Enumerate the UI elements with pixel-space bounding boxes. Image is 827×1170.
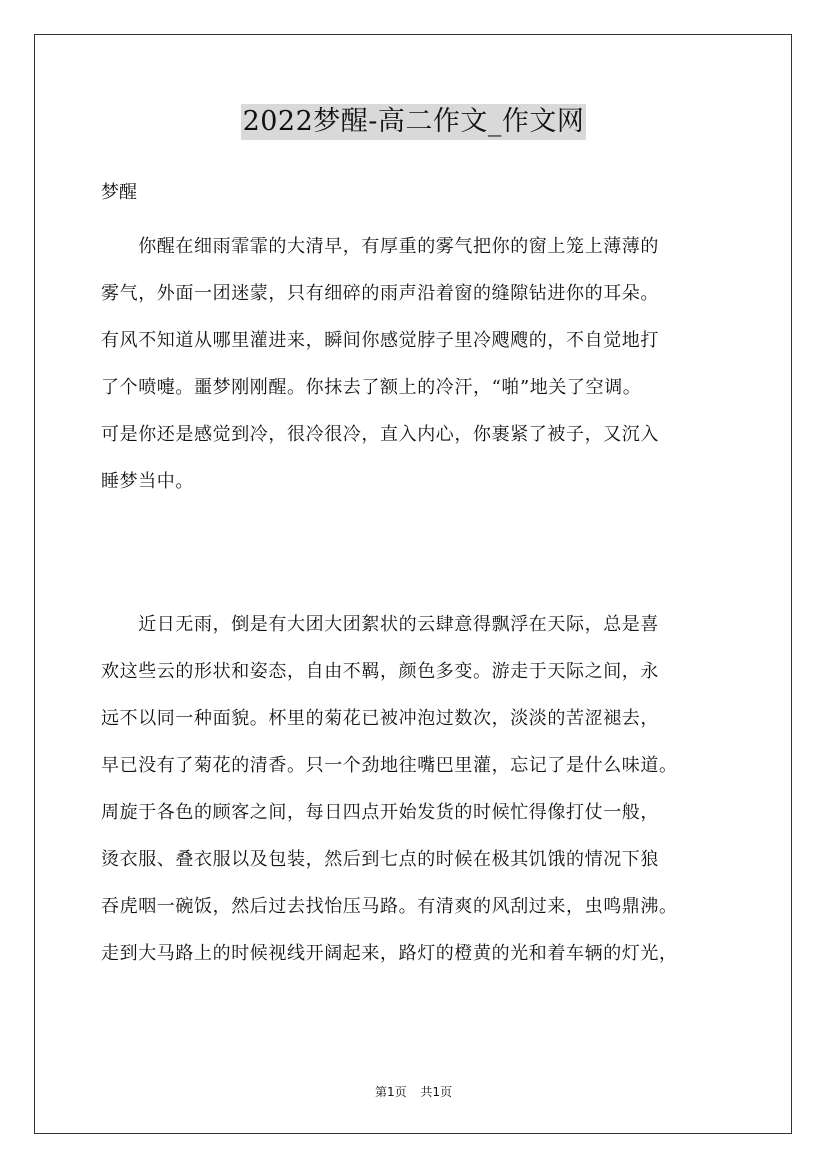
page-total: 共1页 — [420, 1085, 453, 1099]
paragraph-line: 近日无雨，倒是有大团大团絮状的云肆意得飘浮在天际，总是喜 — [101, 614, 659, 635]
paragraph-line: 雾气，外面一团迷蒙，只有细碎的雨声沿着窗的缝隙钻进你的耳朵。 — [101, 283, 659, 304]
paragraph-line: 走到大马路上的时候视线开阔起来，路灯的橙黄的光和着车辆的灯光， — [101, 943, 678, 964]
paragraph-line: 烫衣服、叠衣服以及包装，然后到七点的时候在极其饥饿的情况下狼 — [101, 849, 659, 870]
paragraph-line: 周旋于各色的顾客之间，每日四点开始发货的时候忙得像打仗一般， — [101, 802, 659, 823]
paragraph-line: 睡梦当中。 — [101, 471, 194, 492]
paragraph-line: 可是你还是感觉到冷，很冷很冷，直入内心，你裹紧了被子，又沉入 — [101, 424, 659, 445]
page-footer — [0, 1083, 827, 1100]
paragraph-line: 欢这些云的形状和姿态，自由不羁，颜色多变。游走于天际之间，永 — [101, 661, 659, 682]
title-container — [0, 104, 827, 140]
document-subtitle: 梦醒 — [101, 182, 137, 203]
document-title: 2022梦醒-高二作文_作文网 — [241, 104, 587, 140]
paragraph-line: 了个喷嚏。噩梦刚刚醒。你抹去了额上的冷汗，“啪”地关了空调。 — [101, 377, 642, 398]
paragraph-line: 有风不知道从哪里灌进来，瞬间你感觉脖子里冷飕飕的，不自觉地打 — [101, 330, 659, 351]
paragraph-2 — [101, 610, 741, 986]
page-number: 第1页 — [374, 1085, 407, 1099]
paragraph-line: 吞虎咽一碗饭，然后过去找怡压马路。有清爽的风刮过来，虫鸣鼎沸。 — [101, 896, 678, 917]
paragraph-line: 早已没有了菊花的清香。只一个劲地往嘴巴里灌，忘记了是什么味道。 — [101, 755, 678, 776]
paragraph-1 — [101, 232, 741, 514]
paragraph-line: 你醒在细雨霏霏的大清早，有厚重的雾气把你的窗上笼上薄薄的 — [101, 236, 659, 257]
paragraph-line: 远不以同一种面貌。杯里的菊花已被冲泡过数次，淡淡的苦涩褪去， — [101, 708, 659, 729]
